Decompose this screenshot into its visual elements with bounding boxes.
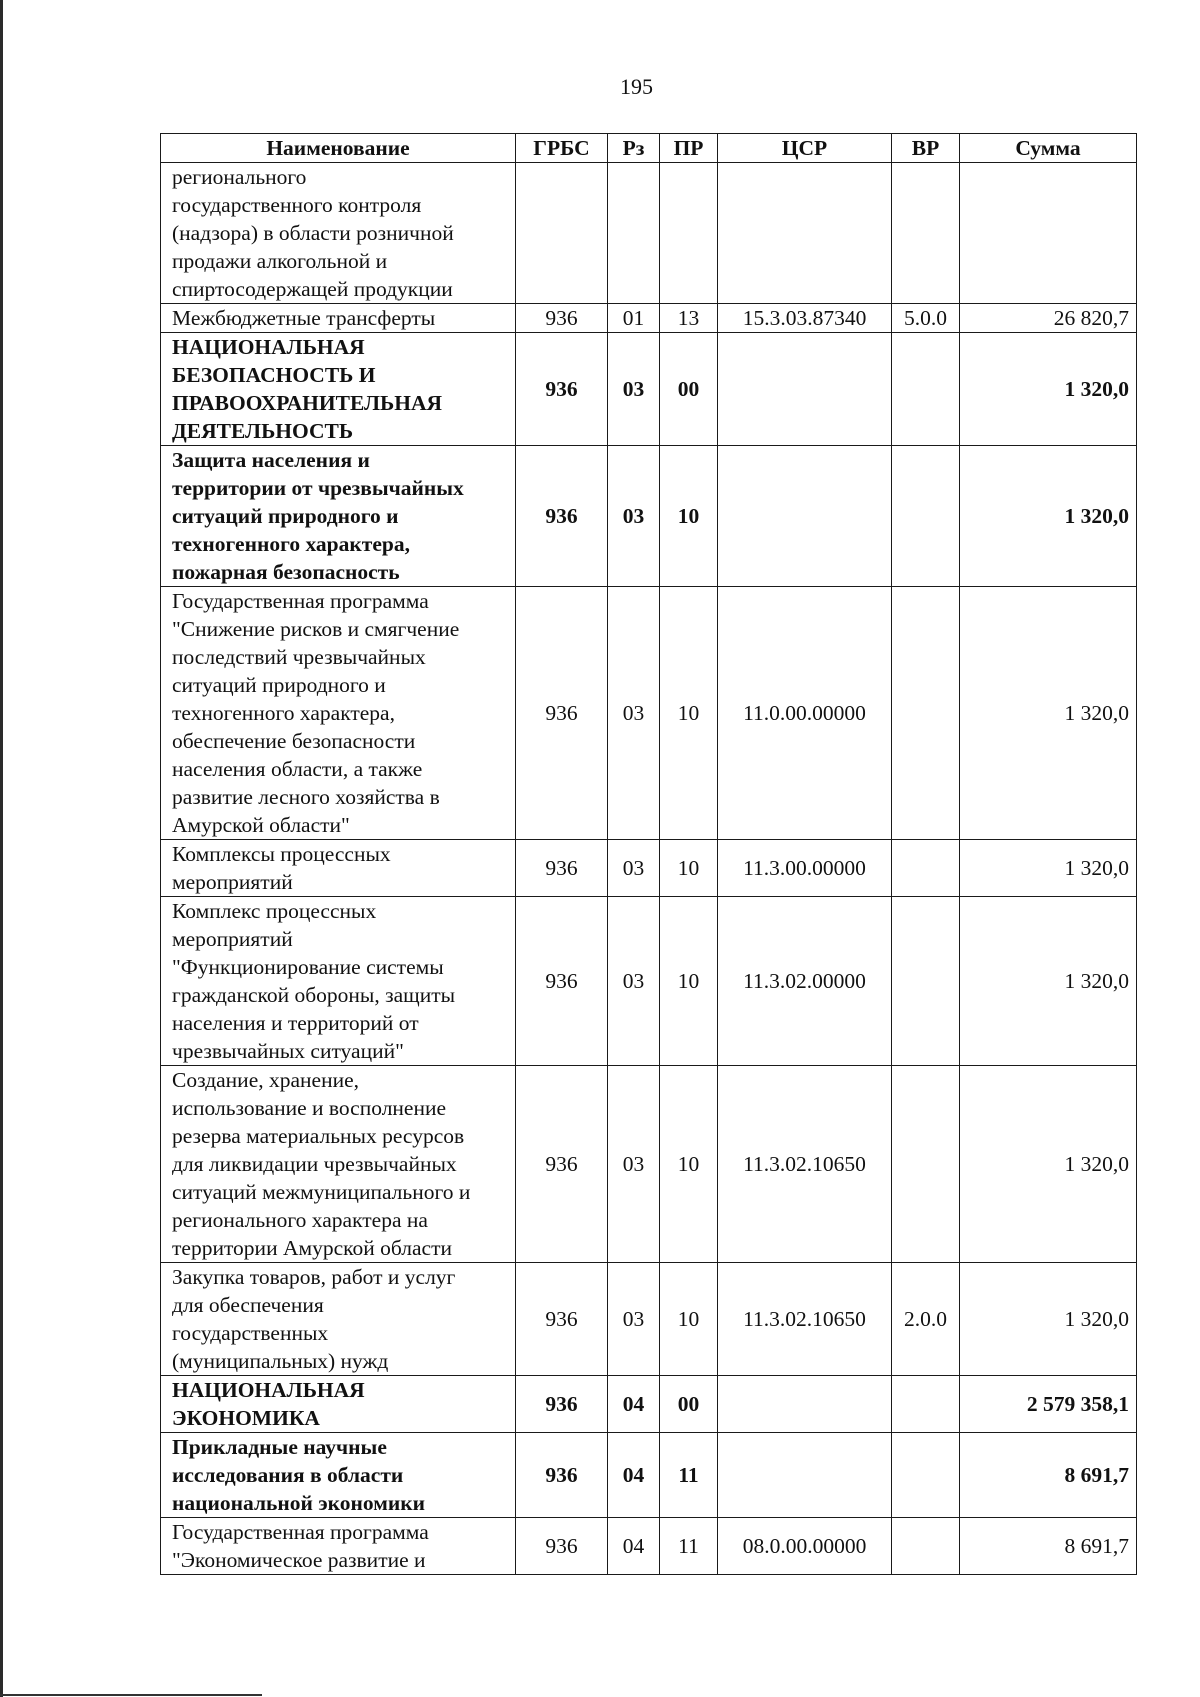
cell-sum xyxy=(960,163,1137,304)
cell-grbs: 936 xyxy=(516,1433,608,1518)
cell-grbs: 936 xyxy=(516,1263,608,1376)
cell-sum: 1 320,0 xyxy=(960,446,1137,587)
cell-csr xyxy=(718,1376,892,1433)
table-row xyxy=(161,446,1137,587)
cell-name: Комплекс процессных мероприятий "Функционирование системы гражданской обороны, защиты населения и территорий от чрезвычайных ситуаций" xyxy=(161,897,516,1066)
table-row xyxy=(161,587,1137,840)
page-number: 195 xyxy=(620,74,653,99)
cell-sum: 26 820,7 xyxy=(960,304,1137,333)
table-row xyxy=(161,333,1137,446)
table-row xyxy=(161,1376,1137,1433)
table-row xyxy=(161,840,1137,897)
cell-pr: 10 xyxy=(660,587,718,840)
cell-pr: 10 xyxy=(660,1066,718,1263)
cell-sum: 1 320,0 xyxy=(960,333,1137,446)
cell-sum: 1 320,0 xyxy=(960,1066,1137,1263)
cell-grbs: 936 xyxy=(516,333,608,446)
cell-sum: 8 691,7 xyxy=(960,1518,1137,1575)
header-rz: Рз xyxy=(608,134,660,163)
table-row xyxy=(161,1518,1137,1575)
cell-vr xyxy=(892,840,960,897)
cell-sum: 1 320,0 xyxy=(960,1263,1137,1376)
table-row xyxy=(161,163,1137,304)
cell-csr: 11.3.02.10650 xyxy=(718,1066,892,1263)
cell-name: Государственная программа "Экономическое развитие и xyxy=(161,1518,516,1575)
cell-grbs: 936 xyxy=(516,304,608,333)
table-row xyxy=(161,304,1137,333)
cell-rz: 01 xyxy=(608,304,660,333)
cell-pr: 00 xyxy=(660,1376,718,1433)
cell-name: Межбюджетные трансферты xyxy=(161,304,516,333)
table-row xyxy=(161,897,1137,1066)
table-body xyxy=(161,163,1137,1575)
cell-rz: 03 xyxy=(608,840,660,897)
cell-vr: 2.0.0 xyxy=(892,1263,960,1376)
cell-rz: 03 xyxy=(608,446,660,587)
cell-sum: 2 579 358,1 xyxy=(960,1376,1137,1433)
cell-rz: 04 xyxy=(608,1376,660,1433)
cell-name: Создание, хранение, использование и восполнение резерва материальных ресурсов для ликвидации чрезвычайных ситуаций межмуниципального и регионального характера на территории Амурской области xyxy=(161,1066,516,1263)
cell-csr xyxy=(718,163,892,304)
cell-pr: 11 xyxy=(660,1433,718,1518)
cell-csr xyxy=(718,1433,892,1518)
header-name: Наименование xyxy=(161,134,516,163)
header-grbs: ГРБС xyxy=(516,134,608,163)
cell-rz: 03 xyxy=(608,1263,660,1376)
cell-pr xyxy=(660,163,718,304)
cell-vr xyxy=(892,1518,960,1575)
cell-csr: 11.3.00.00000 xyxy=(718,840,892,897)
cell-sum: 8 691,7 xyxy=(960,1433,1137,1518)
cell-rz: 04 xyxy=(608,1518,660,1575)
table-row xyxy=(161,1433,1137,1518)
cell-vr xyxy=(892,1376,960,1433)
header-sum: Сумма xyxy=(960,134,1137,163)
cell-vr xyxy=(892,1066,960,1263)
cell-rz xyxy=(608,163,660,304)
header-row xyxy=(161,134,1137,163)
cell-sum: 1 320,0 xyxy=(960,587,1137,840)
cell-grbs: 936 xyxy=(516,446,608,587)
cell-name: Комплексы процессных мероприятий xyxy=(161,840,516,897)
cell-grbs: 936 xyxy=(516,1518,608,1575)
table-row xyxy=(161,1263,1137,1376)
cell-vr xyxy=(892,1433,960,1518)
cell-name: НАЦИОНАЛЬНАЯ ЭКОНОМИКА xyxy=(161,1376,516,1433)
cell-vr xyxy=(892,897,960,1066)
scan-left-edge xyxy=(0,0,3,1697)
header-pr: ПР xyxy=(660,134,718,163)
cell-grbs xyxy=(516,163,608,304)
cell-grbs: 936 xyxy=(516,587,608,840)
header-csr: ЦСР xyxy=(718,134,892,163)
scan-bottom-edge xyxy=(0,1694,262,1696)
cell-rz: 03 xyxy=(608,333,660,446)
cell-pr: 10 xyxy=(660,897,718,1066)
cell-pr: 13 xyxy=(660,304,718,333)
cell-sum: 1 320,0 xyxy=(960,897,1137,1066)
cell-vr xyxy=(892,333,960,446)
cell-grbs: 936 xyxy=(516,1066,608,1263)
cell-name: Государственная программа "Снижение рисков и смягчение последствий чрезвычайных ситуаций природного и техногенного характера, обеспечение безопасности населения области, а также развитие лесного хозяйства в Амурской области" xyxy=(161,587,516,840)
cell-pr: 10 xyxy=(660,840,718,897)
cell-csr xyxy=(718,446,892,587)
cell-vr xyxy=(892,446,960,587)
budget-table xyxy=(160,133,1137,1575)
cell-vr xyxy=(892,163,960,304)
cell-name: Защита населения и территории от чрезвычайных ситуаций природного и техногенного характера, пожарная безопасность xyxy=(161,446,516,587)
cell-csr: 11.3.02.00000 xyxy=(718,897,892,1066)
cell-name: Закупка товаров, работ и услуг для обеспечения государственных (муниципальных) нужд xyxy=(161,1263,516,1376)
cell-csr: 11.3.02.10650 xyxy=(718,1263,892,1376)
cell-name: НАЦИОНАЛЬНАЯ БЕЗОПАСНОСТЬ И ПРАВООХРАНИТЕЛЬНАЯ ДЕЯТЕЛЬНОСТЬ xyxy=(161,333,516,446)
table-row xyxy=(161,1066,1137,1263)
header-vr: ВР xyxy=(892,134,960,163)
cell-grbs: 936 xyxy=(516,897,608,1066)
cell-pr: 10 xyxy=(660,1263,718,1376)
cell-pr: 11 xyxy=(660,1518,718,1575)
cell-grbs: 936 xyxy=(516,840,608,897)
cell-vr xyxy=(892,587,960,840)
cell-rz: 03 xyxy=(608,897,660,1066)
cell-pr: 00 xyxy=(660,333,718,446)
cell-rz: 03 xyxy=(608,1066,660,1263)
cell-pr: 10 xyxy=(660,446,718,587)
cell-csr: 08.0.00.00000 xyxy=(718,1518,892,1575)
cell-grbs: 936 xyxy=(516,1376,608,1433)
cell-name: регионального государственного контроля (надзора) в области розничной продажи алкогольной и спиртосодержащей продукции xyxy=(161,163,516,304)
cell-sum: 1 320,0 xyxy=(960,840,1137,897)
cell-csr: 15.3.03.87340 xyxy=(718,304,892,333)
cell-csr xyxy=(718,333,892,446)
cell-rz: 03 xyxy=(608,587,660,840)
cell-rz: 04 xyxy=(608,1433,660,1518)
cell-name: Прикладные научные исследования в области национальной экономики xyxy=(161,1433,516,1518)
table-header xyxy=(161,134,1137,163)
cell-csr: 11.0.00.00000 xyxy=(718,587,892,840)
cell-vr: 5.0.0 xyxy=(892,304,960,333)
